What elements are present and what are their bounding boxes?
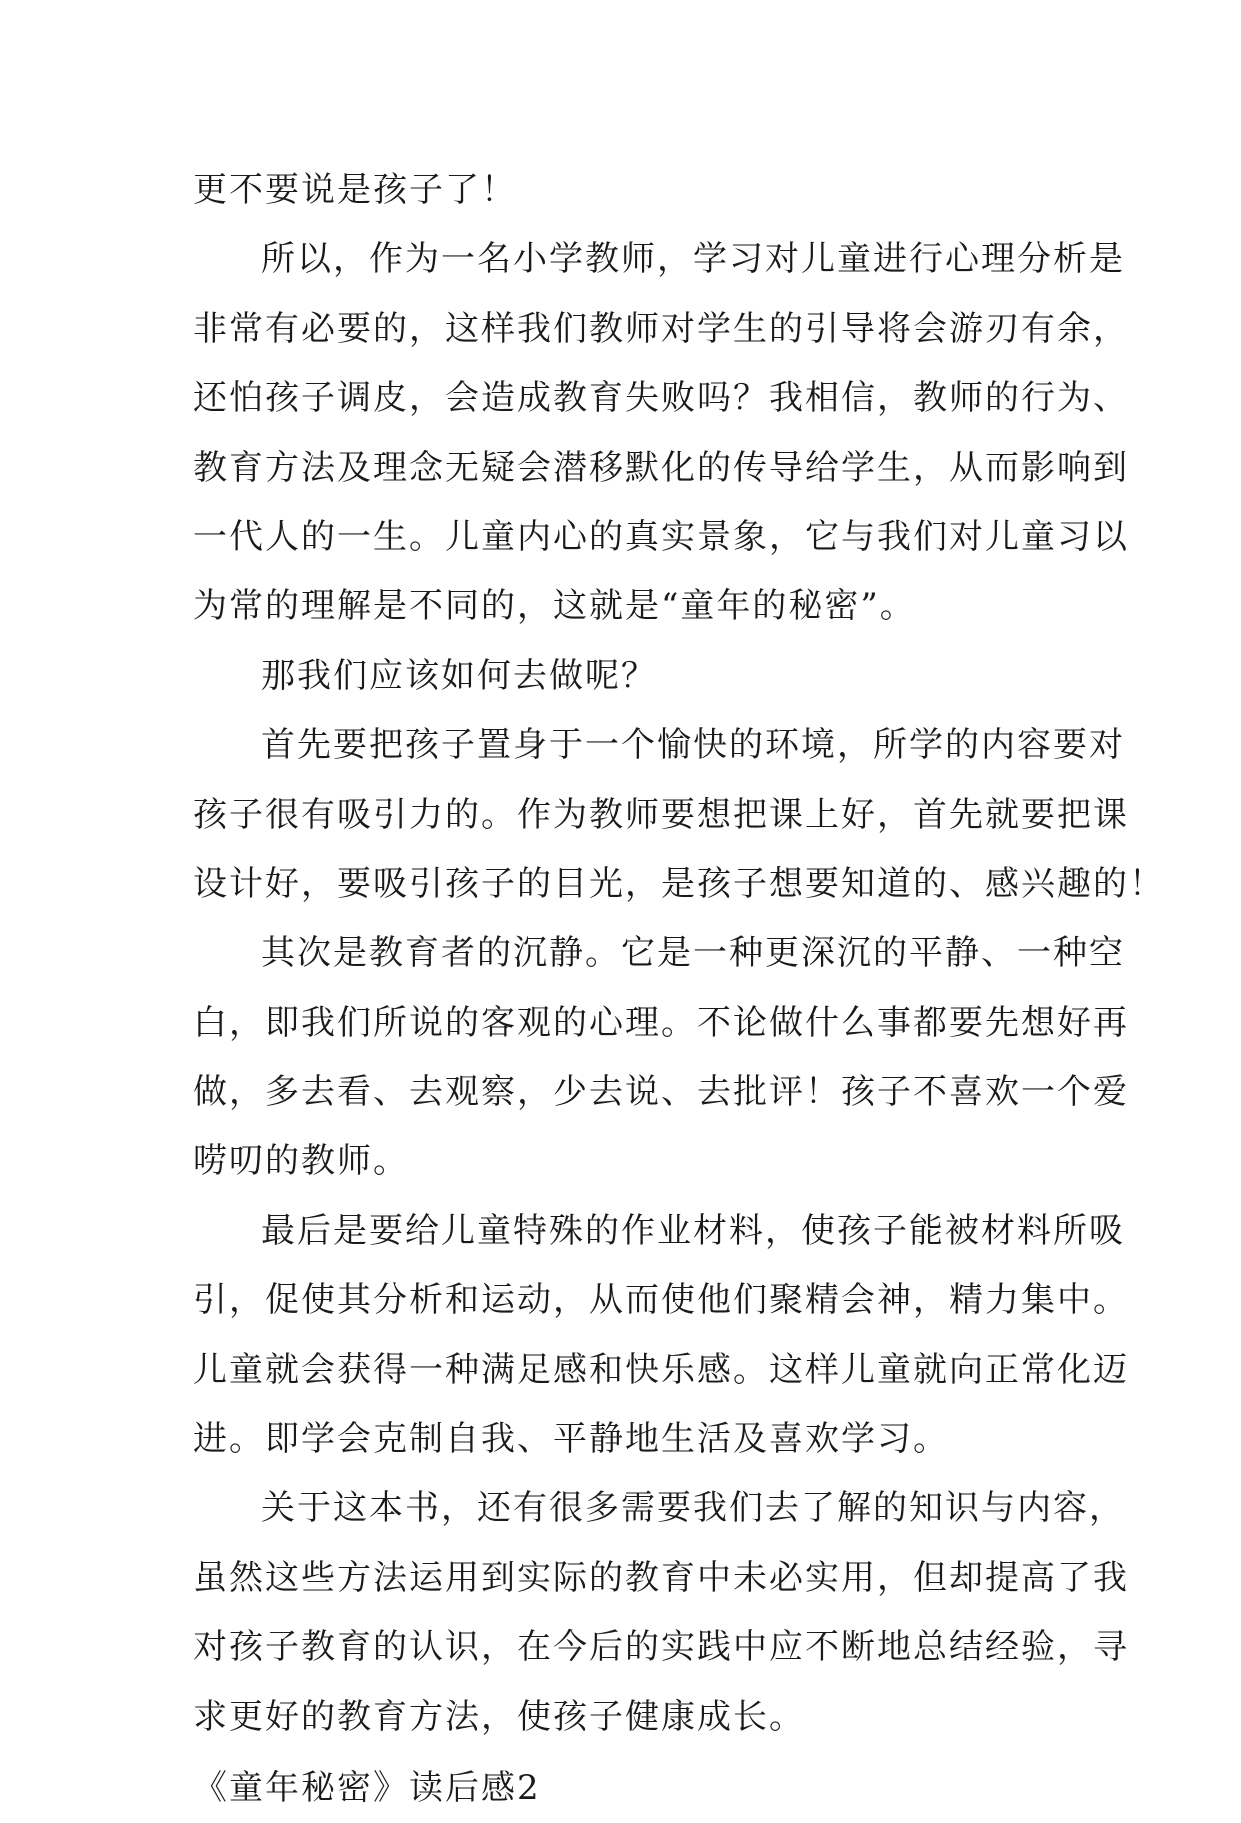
text-line: 白，即我们所说的客观的心理。不论做什么事都要先想好再 (193, 1002, 1129, 1043)
text-line: 为常的理解是不同的，这就是“童年的秘密”。 (193, 586, 916, 627)
body-text (193, 156, 1165, 1823)
text-line: 设计好，要吸引孩子的目光，是孩子想要知道的、感兴趣的！ (193, 863, 1165, 904)
text-line: 虽然这些方法运用到实际的教育中未必实用，但却提高了我 (193, 1557, 1129, 1598)
text-line: 还怕孩子调皮，会造成教育失败吗？我相信，教师的行为、 (193, 378, 1129, 419)
text-line: 那我们应该如何去做呢？ (261, 655, 657, 696)
text-line: 关于这本书，还有很多需要我们去了解的知识与内容， (261, 1488, 1125, 1529)
text-line: 进。即学会克制自我、平静地生活及喜欢学习。 (193, 1419, 949, 1460)
text-line: 求更好的教育方法，使孩子健康成长。 (193, 1696, 805, 1737)
section-title: 《童年秘密》读后感2 (193, 1767, 541, 1808)
text-line: 一代人的一生。儿童内心的真实景象，它与我们对儿童习以 (193, 516, 1129, 557)
text-line: 首先要把孩子置身于一个愉快的环境，所学的内容要对 (261, 725, 1125, 766)
text-line: 对孩子教育的认识，在今后的实践中应不断地总结经验，寻 (193, 1627, 1129, 1668)
text-line: 最后是要给儿童特殊的作业材料，使孩子能被材料所吸 (261, 1210, 1125, 1251)
text-line: 非常有必要的，这样我们教师对学生的引导将会游刃有余， (193, 308, 1129, 349)
text-line: 教育方法及理念无疑会潜移默化的传导给学生，从而影响到 (193, 447, 1129, 488)
text-line: 其次是教育者的沉静。它是一种更深沉的平静、一种空 (261, 933, 1125, 974)
text-line: 孩子很有吸引力的。作为教师要想把课上好，首先就要把课 (193, 794, 1129, 835)
text-line: 唠叨的教师。 (193, 1141, 409, 1182)
text-line: 所以，作为一名小学教师，学习对儿童进行心理分析是 (261, 239, 1125, 280)
text-line: 做，多去看、去观察，少去说、去批评！孩子不喜欢一个爱 (193, 1072, 1129, 1113)
text-line: 引，促使其分析和运动，从而使他们聚精会神，精力集中。 (193, 1280, 1129, 1321)
text-line: 儿童就会获得一种满足感和快乐感。这样儿童就向正常化迈 (193, 1349, 1129, 1390)
text-line: 更不要说是孩子了！ (193, 170, 517, 210)
